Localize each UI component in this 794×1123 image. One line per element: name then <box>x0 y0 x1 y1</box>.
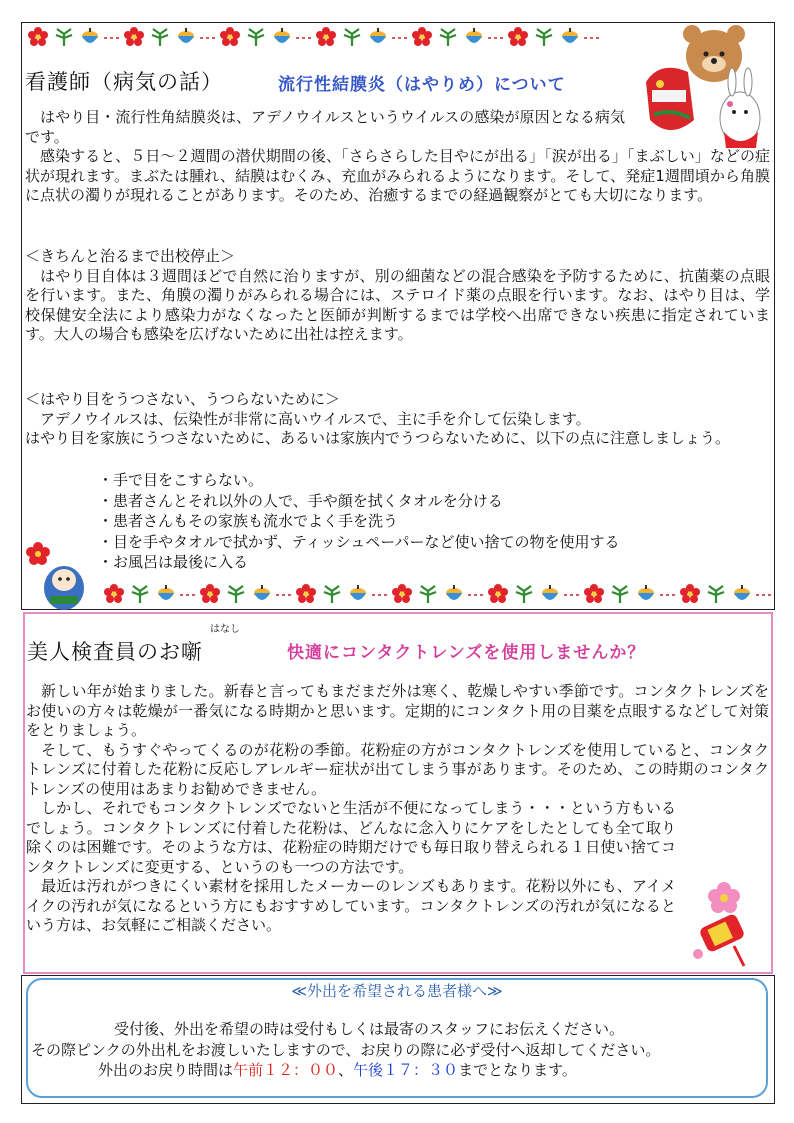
topic1-title: ＜きちんと治るまで出校停止＞ <box>25 247 236 265</box>
heading-ruby: はなし <box>210 624 240 635</box>
daruma-doll-illustration <box>24 540 94 612</box>
garland-icons <box>24 23 624 53</box>
notice-line-2: その際ピンクの外出札をお渡しいたしますので、お戻りの際に必ず受付へ返却してください。 <box>31 1041 661 1059</box>
lion-dance-bear-rabbit-illustration <box>640 20 770 160</box>
inspector-paragraph-4: 最近は汚れがつきにくい素材を採用したメーカーのレンズもあります。花粉以外にも、アイメイクの汚れが気になるという方にもおすすめしています。コンタクトレンズの汚れが気になるという方は、お気軽にご相談ください。 <box>26 877 676 934</box>
topic1-body: はやり目自体は３週間ほどで自然に治りますが、別の細菌などの混合感染を予防するために、抗菌薬の点眼を行います。また、角膜の濁りがみられる場合には、ステロイド薬の点眼を行います。なお、はやり目は、学校保健安全法により感染力がなくなったと医師が判断するまでは学校へ出席できない疾患に指定されています。大人の場合も感染を広げないために出社は控えます。 <box>25 266 770 343</box>
topic2-body-2: はやり目を家族にうつさないために、あるいは家族内でうつらないために、以下の点に注意しましょう。 <box>25 429 731 447</box>
list-item: ・手で目をこすらない。 <box>98 471 264 489</box>
return-time-am: 午前１２：００ <box>233 1061 339 1079</box>
plum-blossom-icon <box>28 27 48 46</box>
garland-icons <box>100 580 772 610</box>
nurse-intro-text <box>25 108 770 206</box>
topic2-body-1: アデノウイルスは、伝染性が非常に高いウイルスで、主に手を介して伝染します。 <box>40 409 591 428</box>
notice-title: ≪外出を希望される患者様へ≫ <box>291 982 503 1000</box>
new-year-mallet-illustration <box>684 880 768 970</box>
inspector-section-heading: 美人検査員のお噺 <box>27 640 203 664</box>
topic2-block <box>25 390 770 449</box>
new-year-garland-top <box>24 23 624 53</box>
new-year-garland-middle <box>100 580 772 610</box>
nurse-section-subheading: 流行性結膜炎（はやりめ）について <box>278 75 566 95</box>
inspector-paragraph-3: しかし、それでもコンタクトレンズでないと生活が不便になってしまう・・・という方もいるでしょう。コンタクトレンズに付着した花粉は、どんなに念入りにケアをしたとしても全て取り除くのは困難です。そのような方は、花粉症の時期だけでも毎日取り替えられる１日使い捨てコンタクトレンズに変更する、というのも一つの方法です。 <box>26 799 676 876</box>
list-item: ・目を手やタオルで拭かず、ティッシュペーパーなど使い捨ての物を使用する <box>98 532 620 551</box>
return-time-pm: 午後１７：３０ <box>353 1061 459 1079</box>
list-item: ・患者さんとそれ以外の人で、手や顔を拭くタオルを分ける <box>98 491 503 510</box>
topic2-title: ＜はやり目をうつさない、うつらないために＞ <box>25 390 341 408</box>
intro-paragraph-2: 感染すると、５日〜２週間の潜伏期間の後、「さらさらした目やにが出る」「涙が出る」「まぶしい」などの症状が現れます。まぶたは腫れ、結膜はむくみ、充血がみられるようになります。そして、発症1週間頃から角膜に点状の濁りが現れることがあります。そのため、治癒するまでの経過観察がとても大切になります。 <box>25 147 770 204</box>
notice-line-3 <box>98 1059 577 1080</box>
list-item: ・お風呂は最後に入る <box>98 553 249 571</box>
list-item: ・患者さんもその家族も流水でよく手を洗う <box>98 512 399 530</box>
return-time-suffix: までとなります。 <box>458 1061 577 1079</box>
intro-paragraph-1: はやり目・流行性角結膜炎は、アデノウイルスというウイルスの感染が原因となる病気です。 <box>25 108 625 146</box>
spinning-top-icon <box>82 28 98 43</box>
nurse-section-heading: 看護師（病気の話） <box>25 70 223 94</box>
return-time-separator: 、 <box>338 1061 354 1079</box>
pine-sprig-icon <box>56 29 72 46</box>
inspector-paragraph-2: そして、もうすぐやってくるのが花粉の季節。花粉症の方がコンタクトレンズを使用していると、コンタクトレンズに付着した花粉に反応しアレルギー症状が出てしまう事があります。そのため、この時期のコンタクトレンズの使用はあまりお勧めできません。 <box>26 740 769 798</box>
inspector-paragraph-1: 新しい年が始まりました。新春と言ってもまだまだ外は寒く、乾燥しやすい季節です。コンタクトレンズをお使いの方々は乾燥が一番気になる時期かと思います。定期的にコンタクト用の目薬を点眼するなどして対策をとりましょう。 <box>26 682 769 739</box>
inspector-section-subheading: 快適にコンタクトレンズを使用しませんか？ <box>287 643 646 663</box>
inspector-body <box>26 682 769 936</box>
return-time-prefix: 外出のお戻り時間は <box>98 1061 234 1079</box>
prevention-list <box>98 470 620 573</box>
notice-line-1: 受付後、外出を希望の時は受付もしくは最寄のスタッフにお伝えください。 <box>114 1020 625 1038</box>
topic1-block <box>25 247 770 345</box>
